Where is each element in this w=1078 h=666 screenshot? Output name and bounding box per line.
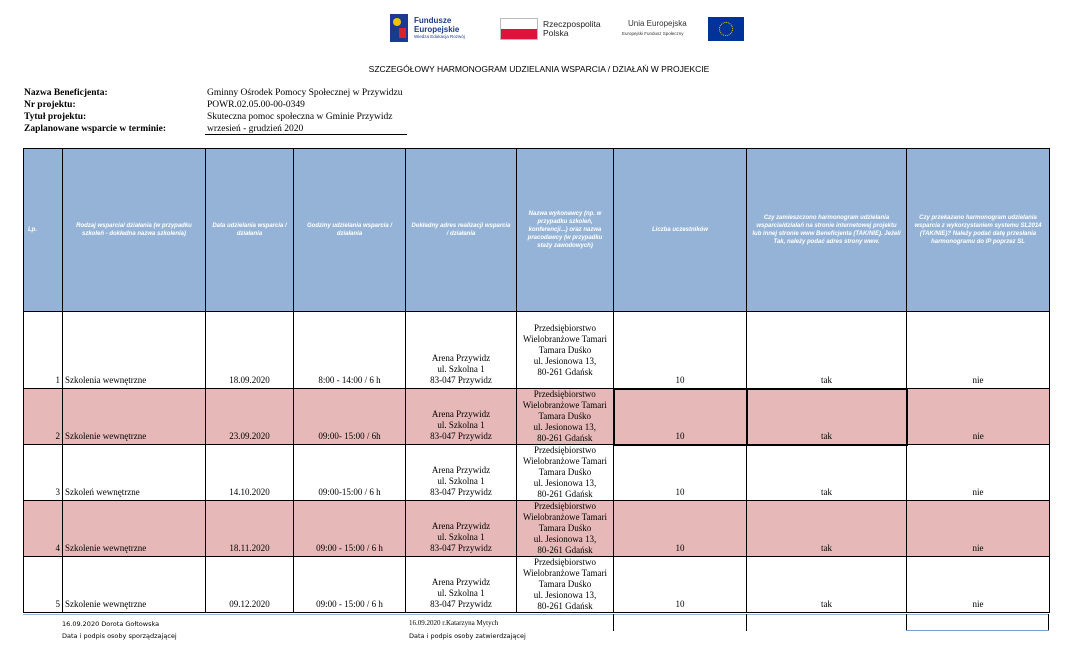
header-count: Liczba uczestników [614, 149, 747, 312]
info-underline [205, 134, 407, 135]
approved-label: Data i podpis osoby zatwierdzającej [409, 632, 526, 640]
cell-date: 18.09.2020 [206, 312, 294, 389]
prepared-signature: 16.09.2020 Dorota Gołtowska [62, 620, 160, 628]
footer-cell-border [613, 614, 614, 631]
cell-date: 09.12.2020 [206, 557, 294, 613]
header-date: Data udzielania wsparcia / działania [206, 149, 294, 312]
cell-address: Arena Przywidz ul. Szkolna 1 83-047 Przywidz [406, 389, 517, 445]
cell-type: Szkolenie wewnętrzne [63, 557, 206, 613]
header-row [24, 149, 1050, 312]
ue-line1: Unia Europejska [628, 19, 687, 28]
cell-date: 18.11.2020 [206, 501, 294, 557]
cell-count: 10 [614, 389, 747, 445]
cell-lp: 3 [24, 445, 63, 501]
fe-emblem-icon [390, 14, 408, 42]
project-title-label: Tytuł projektu: [24, 112, 87, 122]
fe-line2: Europejskie [414, 25, 460, 34]
cell-hours: 09:00- 15:00 / 6h [294, 389, 406, 445]
table-row [24, 557, 1050, 613]
project-no-label: Nr projektu: [24, 100, 76, 110]
header-vendor: Nazwa wykonawcy (np. w przypadku szkoleń, konferencji...) oraz nazwa pracodawcy (w przypadku staży zawodowych) [517, 149, 614, 312]
cell-address: Arena Przywidz ul. Szkolna 1 83-047 Przywidz [406, 445, 517, 501]
project-no-value: POWR.02.05.00-00-0349 [207, 100, 305, 110]
cell-hours: 09:00 - 15:00 / 6 h [294, 501, 406, 557]
project-title-value: Skuteczna pomoc społeczna w Gminie Przywidz [207, 112, 393, 122]
header-hours: Godziny udzielania wsparcia / działania [294, 149, 406, 312]
cell-sl: nie [907, 389, 1050, 445]
eu-flag-icon [708, 17, 744, 41]
cell-address: Arena Przywidz ul. Szkolna 1 83-047 Przywidz [406, 557, 517, 613]
fe-sub: Wiedza Edukacja Rozwój [414, 34, 465, 39]
cell-date: 14.10.2020 [206, 445, 294, 501]
table-row [24, 312, 1050, 389]
fe-line1: Fundusze [414, 16, 452, 25]
header-address: Dokładny adres realizacji wsparcia / działania [406, 149, 517, 312]
cell-lp: 5 [24, 557, 63, 613]
cell-vendor: Przedsiębiorstwo Wielobranżowe Tamari Tamara Duśko ul. Jesionowa 13, 80-261 Gdańsk [517, 501, 614, 557]
footer-cell-border [746, 614, 747, 631]
cell-lp: 2 [24, 389, 63, 445]
planned-label: Zaplanowane wsparcie w terminie: [24, 124, 167, 134]
footer-divider [23, 614, 1049, 615]
footer-cell-border [906, 614, 907, 631]
beneficiary-value: Gminny Ośrodek Pomocy Społecznej w Przywidzu [207, 88, 403, 98]
cell-hours: 8:00 - 14:00 / 6 h [294, 312, 406, 389]
unia-europejska-logo [620, 12, 750, 46]
prepared-label: Data i podpis osoby sporządzającej [62, 632, 177, 640]
cell-vendor: Przedsiębiorstwo Wielobranżowe Tamari Tamara Duśko ul. Jesionowa 13, 80-261 Gdańsk [517, 445, 614, 501]
rzeczpospolita-logo [500, 12, 610, 46]
footer-blue-line [906, 630, 1049, 631]
header-type: Rodzaj wsparcia/ działania (w przypadku szkoleń - dokładna nazwa szkolenia) [63, 149, 206, 312]
cell-vendor: Przedsiębiorstwo Wielobranżowe Tamari Tamara Duśko ul. Jesionowa 13, 80-261 Gdańsk [517, 557, 614, 613]
polish-flag-icon [500, 18, 538, 40]
cell-address: Arena Przywidz ul. Szkolna 1 83-047 Przywidz [406, 501, 517, 557]
cell-address: Arena Przywidz ul. Szkolna 1 83-047 Przywidz [406, 312, 517, 389]
header-lp: Lp. [24, 149, 63, 312]
document-title: SZCZEGÓŁOWY HARMONOGRAM UDZIELANIA WSPARCIA / DZIAŁAŃ W PROJEKCIE [368, 64, 710, 74]
schedule-table [23, 148, 1050, 613]
cell-type: Szkolenia wewnętrzne [63, 312, 206, 389]
cell-sl: nie [907, 501, 1050, 557]
cell-www: tak [747, 389, 907, 445]
table-row [24, 445, 1050, 501]
planned-value: wrzesień - grudzień 2020 [207, 124, 304, 134]
cell-www: tak [747, 445, 907, 501]
cell-hours: 09:00 - 15:00 / 6 h [294, 557, 406, 613]
cell-www: tak [747, 501, 907, 557]
approved-signature: 16.09.2020 r.Katarzyna Mytych [409, 619, 499, 627]
cell-type: Szkolenie wewnętrzne [63, 501, 206, 557]
cell-www: tak [747, 312, 907, 389]
cell-hours: 09:00-15:00 / 6 h [294, 445, 406, 501]
footer-cell-border [1048, 614, 1049, 631]
rp-line2: Polska [543, 28, 569, 38]
cell-sl: nie [907, 445, 1050, 501]
cell-type: Szkolenie wewnętrzne [63, 389, 206, 445]
fundusze-europejskie-logo [390, 12, 490, 46]
cell-date: 23.09.2020 [206, 389, 294, 445]
header-www: Czy zamieszczono harmonogram udzielania wsparcia/działań na stronie internetowej projektu lub innej stronie www Beneficjenta (TAK/NIE). Jeżeli Tak, należy podać adres strony www. [747, 149, 907, 312]
table-row [24, 389, 1050, 445]
cell-type: Szkoleń wewnętrzne [63, 445, 206, 501]
cell-sl: nie [907, 557, 1050, 613]
cell-vendor: Przedsiębiorstwo Wielobranżowe Tamari Tamara Duśko ul. Jesionowa 13, 80-261 Gdańsk [517, 312, 614, 389]
cell-count: 10 [614, 445, 747, 501]
rp-line1: Rzeczpospolita [543, 19, 601, 29]
cell-count: 10 [614, 557, 747, 613]
cell-vendor: Przedsiębiorstwo Wielobranżowe Tamari Tamara Duśko ul. Jesionowa 13, 80-261 Gdańsk [517, 389, 614, 445]
cell-lp: 1 [24, 312, 63, 389]
cell-lp: 4 [24, 501, 63, 557]
cell-www: tak [747, 557, 907, 613]
cell-sl: nie [907, 312, 1050, 389]
ue-sub: Europejski Fundusz Społeczny [622, 31, 684, 36]
logo-bar [390, 12, 750, 46]
beneficiary-label: Nazwa Beneficjenta: [24, 88, 108, 98]
cell-count: 10 [614, 501, 747, 557]
table-row [24, 501, 1050, 557]
cell-count: 10 [614, 312, 747, 389]
header-sl: Czy przekazano harmonogram udzielania wsparcia z wykorzystaniem systemu SL2014 (TAK/NIE)? Należy podać datę przesłania harmonogramu do IP poprzez SL [907, 149, 1050, 312]
